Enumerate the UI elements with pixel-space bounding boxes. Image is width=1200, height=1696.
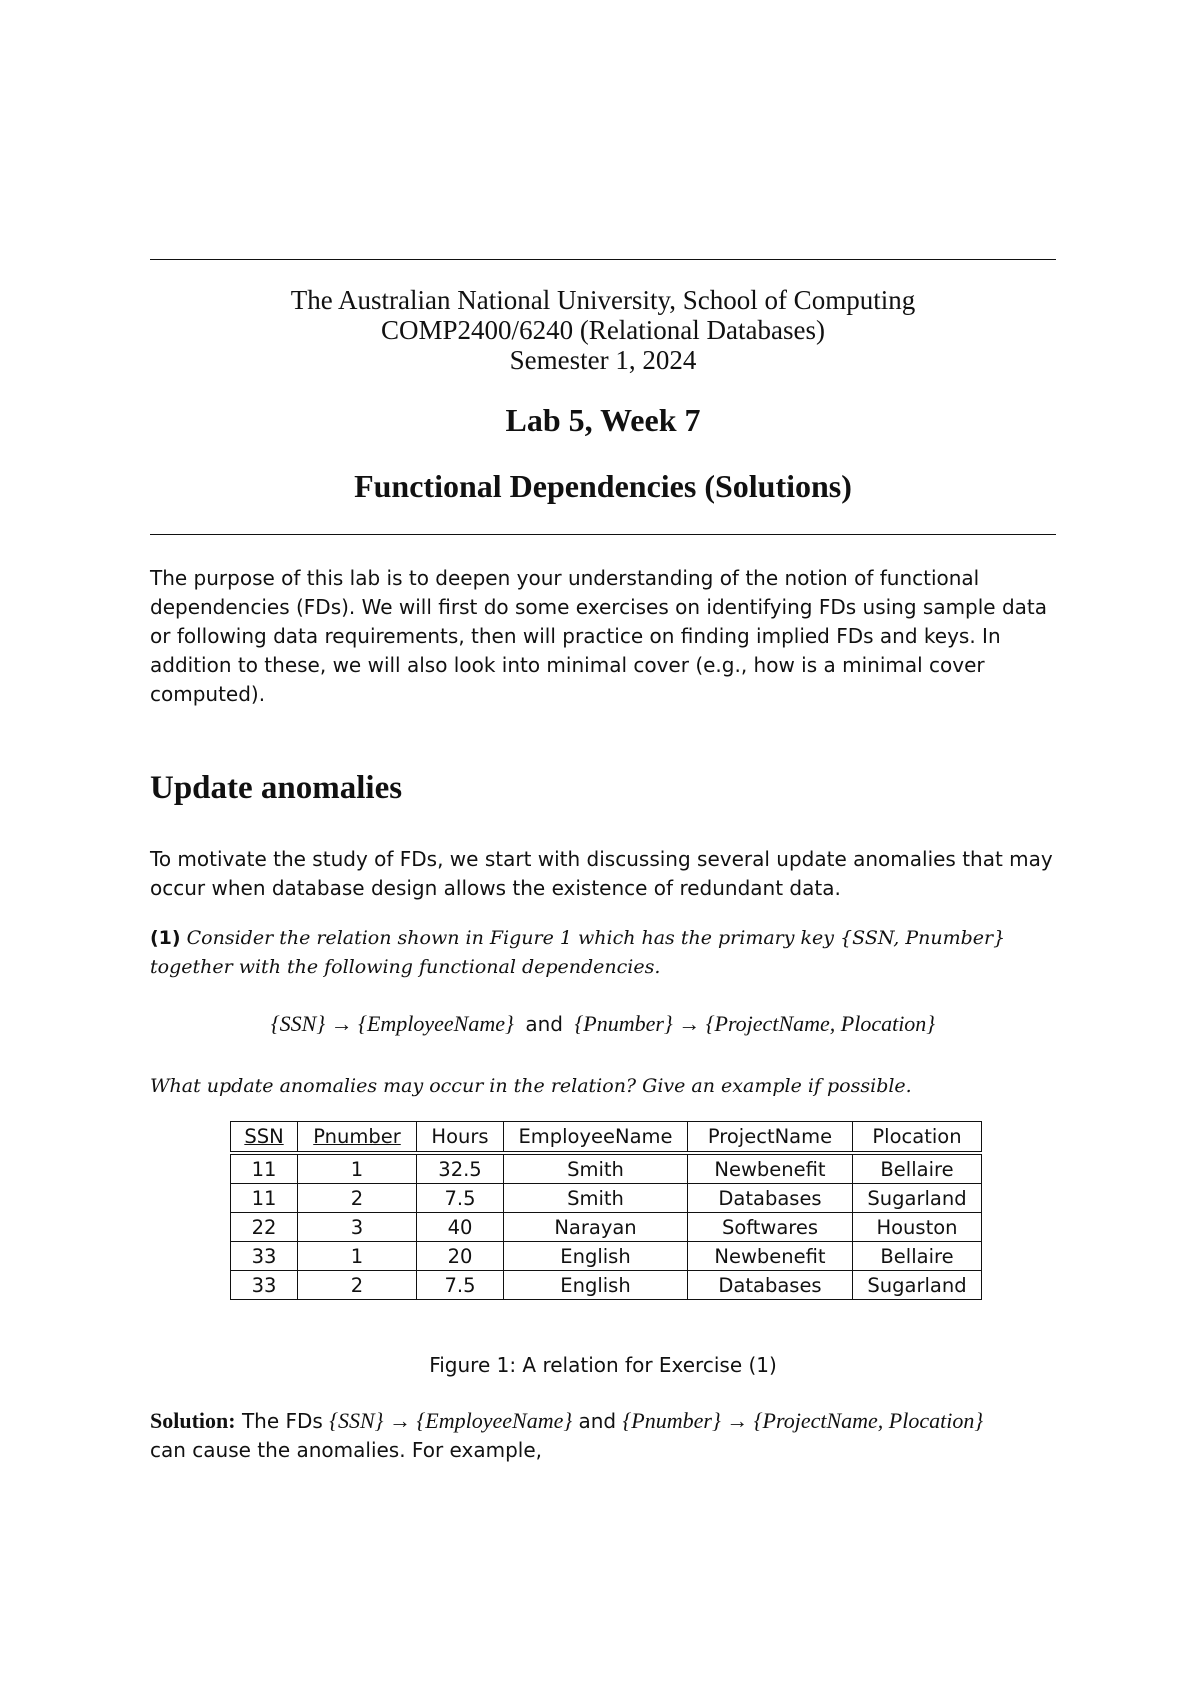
exercise-number: (1) [150, 927, 181, 949]
table-cell: 2 [298, 1184, 417, 1213]
table-cell: Smith [504, 1184, 688, 1213]
relation-table [230, 1121, 982, 1300]
table-cell: Databases [688, 1184, 853, 1213]
formula-lhs-1: {SSN} [270, 1011, 326, 1036]
table-cell: Databases [688, 1271, 853, 1300]
column-header: EmployeeName [504, 1122, 688, 1154]
column-header: ProjectName [688, 1122, 853, 1154]
table-cell: 7.5 [417, 1271, 504, 1300]
bottom-rule [150, 534, 1056, 535]
table-cell: Houston [853, 1213, 982, 1242]
table-cell: Smith [504, 1153, 688, 1184]
table-cell: Bellaire [853, 1242, 982, 1271]
table-cell: 40 [417, 1213, 504, 1242]
table-cell: Softwares [688, 1213, 853, 1242]
table-cell: 32.5 [417, 1153, 504, 1184]
arrow-1: → [330, 1011, 353, 1036]
table-cell: 11 [231, 1184, 298, 1213]
table-cell: 33 [231, 1242, 298, 1271]
solution-fd-2: {Pnumber} → {ProjectName, Plocation} [622, 1408, 984, 1433]
table-cell: Narayan [504, 1213, 688, 1242]
intro-paragraph: The purpose of this lab is to deepen your understanding of the notion of functional dependencies (FDs). We will first do some exercises on identifying FDs using sample data or following data requirements, then will practice on finding implied FDs and keys. In addition to these, we will also look into minimal cover (e.g., how is a minimal cover computed). [150, 566, 1048, 706]
formula-and: and [525, 1012, 563, 1036]
column-header: SSN [231, 1122, 298, 1154]
table-cell: 1 [298, 1153, 417, 1184]
table-row [231, 1184, 982, 1213]
table-cell: Newbenefit [688, 1153, 853, 1184]
formula-lhs-2: {Pnumber} [574, 1011, 673, 1036]
table-row [231, 1153, 982, 1184]
table-cell: Newbenefit [688, 1242, 853, 1271]
table-cell: Sugarland [853, 1271, 982, 1300]
table-cell: 3 [298, 1213, 417, 1242]
solution-fd-1: {SSN} → {EmployeeName} [329, 1408, 573, 1433]
semester-line: Semester 1, 2024 [509, 345, 697, 375]
table-cell: 33 [231, 1271, 298, 1300]
table-cell: Sugarland [853, 1184, 982, 1213]
table-cell: English [504, 1271, 688, 1300]
solution-text-1: The FDs [241, 1409, 323, 1433]
table-row [231, 1242, 982, 1271]
exercise-question: What update anomalies may occur in the relation? Give an example if possible. [150, 1075, 912, 1097]
course-header [150, 285, 1056, 375]
table-cell: English [504, 1242, 688, 1271]
formula-rhs-1: {EmployeeName} [358, 1011, 514, 1036]
university-line: The Australian National University, School of Computing [290, 285, 916, 315]
solution-and: and [578, 1409, 617, 1433]
column-header: Pnumber [298, 1122, 417, 1154]
table-cell: 20 [417, 1242, 504, 1271]
lab-title: Lab 5, Week 7 [505, 402, 701, 438]
table-header-row [231, 1122, 982, 1154]
exercise-1 [150, 924, 1056, 982]
exercise-text: Consider the relation shown in Figure 1 which has the primary key {SSN, Pnumber} together with the following functional dependencies. [150, 927, 1006, 978]
arrow-2: → [678, 1011, 701, 1036]
topic-title: Functional Dependencies (Solutions) [354, 468, 852, 504]
table-cell: 11 [231, 1153, 298, 1184]
table-row [231, 1271, 982, 1300]
section-heading: Update anomalies [150, 770, 403, 806]
column-header: Hours [417, 1122, 504, 1154]
solution-text-2: can cause the anomalies. For example, [150, 1438, 542, 1462]
column-header: Plocation [853, 1122, 982, 1154]
top-rule [150, 259, 1056, 260]
table-cell: 7.5 [417, 1184, 504, 1213]
table-cell: 22 [231, 1213, 298, 1242]
table-row [231, 1213, 982, 1242]
motivation-paragraph: To motivate the study of FDs, we start with discussing several update anomalies that may occur when database design allows the existence of redundant data. [150, 847, 1053, 900]
solution-paragraph [150, 1406, 1170, 1465]
table-cell: 1 [298, 1242, 417, 1271]
formula-rhs-2: {ProjectName, Plocation} [705, 1011, 936, 1036]
figure-caption: Figure 1: A relation for Exercise (1) [429, 1353, 777, 1377]
course-line: COMP2400/6240 (Relational Databases) [381, 315, 825, 345]
solution-label: Solution: [150, 1408, 236, 1433]
table-cell: Bellaire [853, 1153, 982, 1184]
table-cell: 2 [298, 1271, 417, 1300]
fd-formula [150, 1011, 1056, 1037]
